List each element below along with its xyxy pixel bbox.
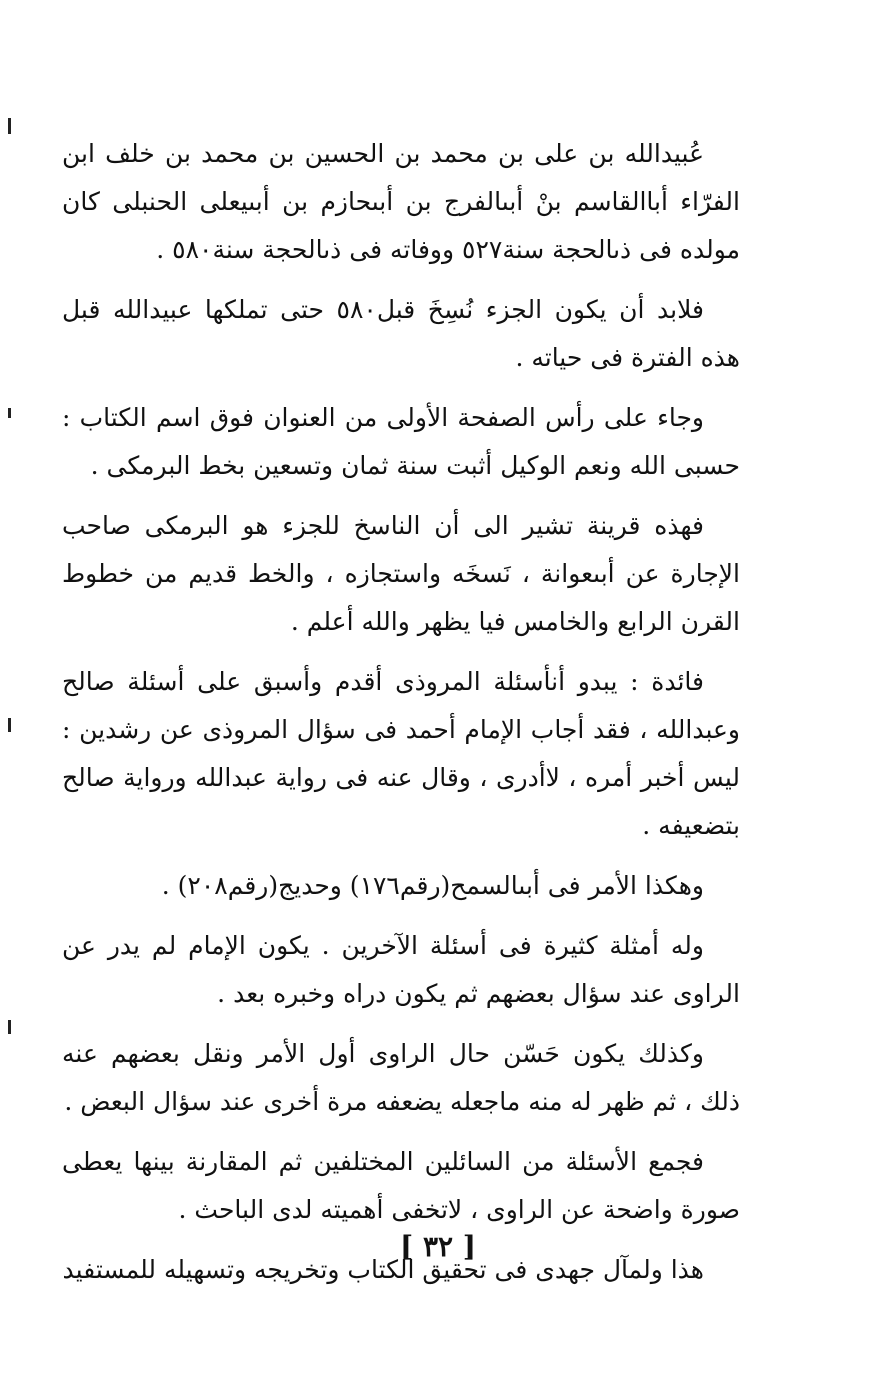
margin-mark (8, 408, 11, 418)
paragraph: وكذلك يكون حَسّن حال الراوى أول الأمر ونقل بعضهم عنه ذلك ، ثم ظهر له منه ماجعله يضعفه مرة أخرى عند سؤال البعض . (62, 1039, 740, 1116)
page-number: [ ٣٢ ] (399, 1230, 477, 1263)
body-text (62, 130, 740, 1306)
paragraph: وله أمثلة كثيرة فى أسئلة الآخرين . يكون الإمام لم يدر عن الراوى عند سؤال بعضهم ثم يكون دراه وخبره بعد . (62, 931, 740, 1008)
paragraph: وهكذا الأمر فى أبىالسمح(رقم١٧٦) وحديج(رقم٢٠٨) . (161, 871, 704, 900)
paragraph: عُبيدالله بن على بن محمد بن الحسين بن محمد بن خلف ابن الفرّاء أباالقاسم بنْ أبىالفرج بن أبىحازم بن أبىيعلى الحنبلى كان مولده فى ذىالحجة سنة٥٢٧ ووفاته فى ذىالحجة سنة٥٨٠ . (62, 139, 740, 264)
paragraph: وجاء على رأس الصفحة الأولى من العنوان فوق اسم الكتاب : حسبى الله ونعم الوكيل أثبت سنة ثمان وتسعين بخط البرمكى . (62, 403, 740, 480)
paragraph: فجمع الأسئلة من السائلين المختلفين ثم المقارنة بينها يعطى صورة واضحة عن الراوى ، لاتخفى أهميته لدى الباحث . (62, 1147, 740, 1224)
margin-mark (8, 1020, 11, 1034)
paragraph: فلابد أن يكون الجزء نُسِخَ قبل٥٨٠ حتى تملكها عبيدالله قبل هذه الفترة فى حياته . (62, 295, 740, 372)
paragraph: هذا ولمآل جهدى فى تحقيق الكتاب وتخريجه وتسهيله للمستفيد (62, 1255, 704, 1284)
margin-mark (8, 718, 11, 732)
paragraph: فهذه قرينة تشير الى أن الناسخ للجزء هو البرمكى صاحب الإجارة عن أبىعوانة ، نَسخَه واستجازه ، والخط قديم من خطوط القرن الرابع والخامس فيا يظهر والله أعلم . (62, 511, 740, 636)
margin-mark (8, 118, 11, 134)
paragraph: فائدة : يبدو أنأسئلة المروذى أقدم وأسبق على أسئلة صالح وعبدالله ، فقد أجاب الإمام أحمد فى سؤال المروذى عن رشدين : ليس أخبر أمره ، لاأدرى ، وقال عنه فى رواية عبدالله ورواية صالح بتضعيفه . (62, 667, 740, 840)
